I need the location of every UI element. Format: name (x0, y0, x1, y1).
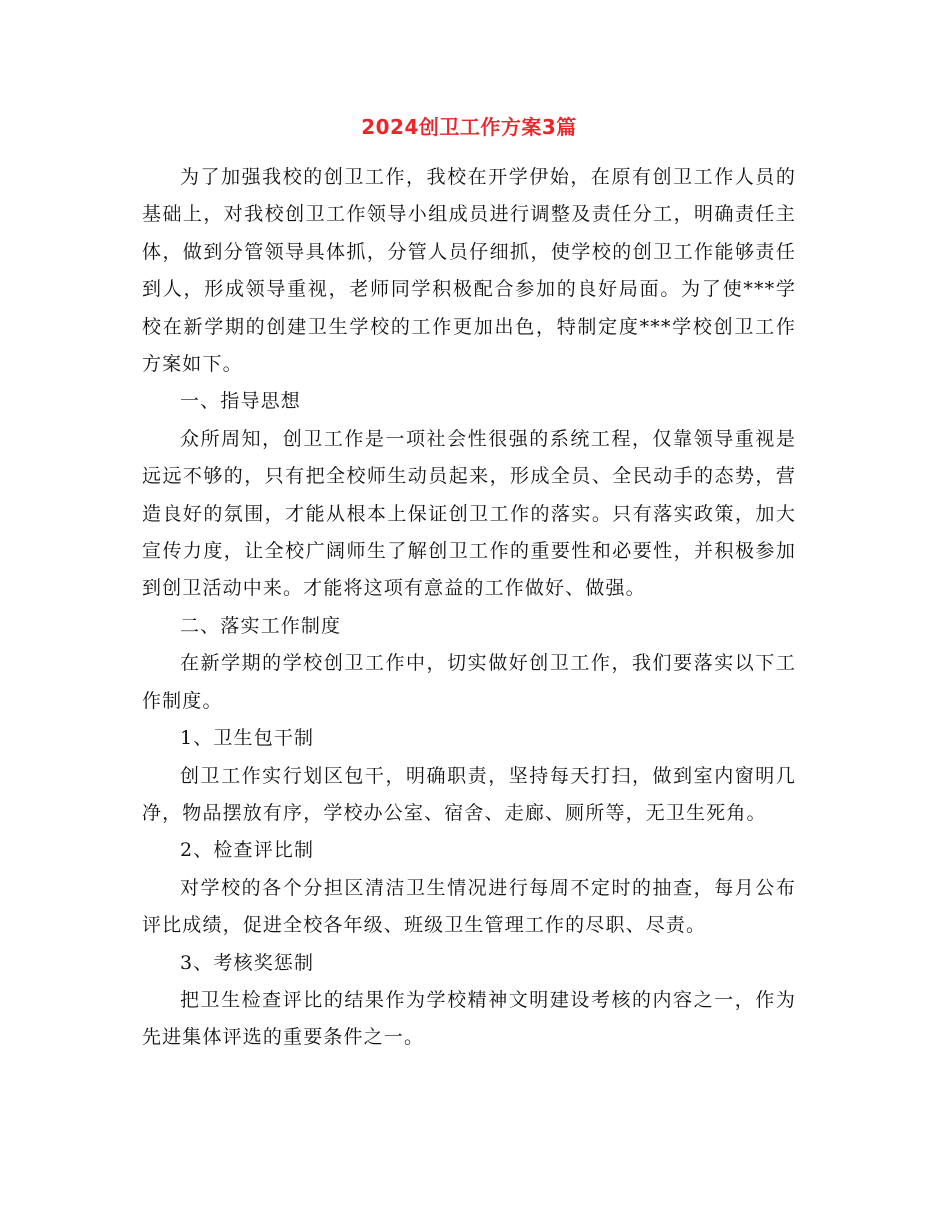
document-body (142, 159, 796, 1057)
subheading-assessment-rewards: 3、考核奖惩制 (180, 951, 315, 974)
paragraph-assessment-rewards: 把卫生检查评比的结果作为学校精神文明建设考核的内容之一，作为先进集体评选的重要条件之一。 (142, 988, 796, 1049)
paragraph-inspection-evaluation: 对学校的各个分担区清洁卫生情况进行每周不定时的抽查，每月公布评比成绩，促进全校各年级、班级卫生管理工作的尽职、尽责。 (142, 876, 796, 937)
paragraph-guiding-ideology: 众所周知，创卫工作是一项社会性很强的系统工程，仅靠领导重视是远远不够的，只有把全校师生动员起来，形成全员、全民动手的态势，营造良好的氛围，才能从根本上保证创卫工作的落实。只有落实政策，加大宣传力度，让全校广阔师生了解创卫工作的重要性和必要性，并积极参加到创卫活动中来。才能将这项有意益的工作做好、做强。 (142, 427, 796, 600)
subheading-hygiene-responsibility: 1、卫生包干制 (180, 727, 315, 750)
paragraph-work-system: 在新学期的学校创卫工作中，切实做好创卫工作，我们要落实以下工作制度。 (142, 652, 796, 712)
document-title: 2024创卫工作方案3篇 (361, 115, 577, 139)
paragraph-hygiene-responsibility: 创卫工作实行划区包干，明确职责，坚持每天打扫，做到室内窗明几净，物品摆放有序，学校办公室、宿舍、走廊、厕所等，无卫生死角。 (142, 764, 796, 824)
paragraph-intro: 为了加强我校的创卫工作，我校在开学伊始，在原有创卫工作人员的基础上，对我校创卫工作领导小组成员进行调整及责任分工，明确责任主体，做到分管领导具体抓，分管人员仔细抓，使学校的创卫工作能够责任到人，形成领导重视，老师同学积极配合参加的良好局面。为了使***学校在新学期的创建卫生学校的工作更加出色，特制定度***学校创卫工作方案如下。 (142, 166, 796, 376)
subheading-inspection-evaluation: 2、检查评比制 (180, 839, 315, 862)
section-heading-guiding-ideology: 一、指导思想 (180, 390, 301, 413)
section-heading-work-system: 二、落实工作制度 (180, 614, 342, 637)
